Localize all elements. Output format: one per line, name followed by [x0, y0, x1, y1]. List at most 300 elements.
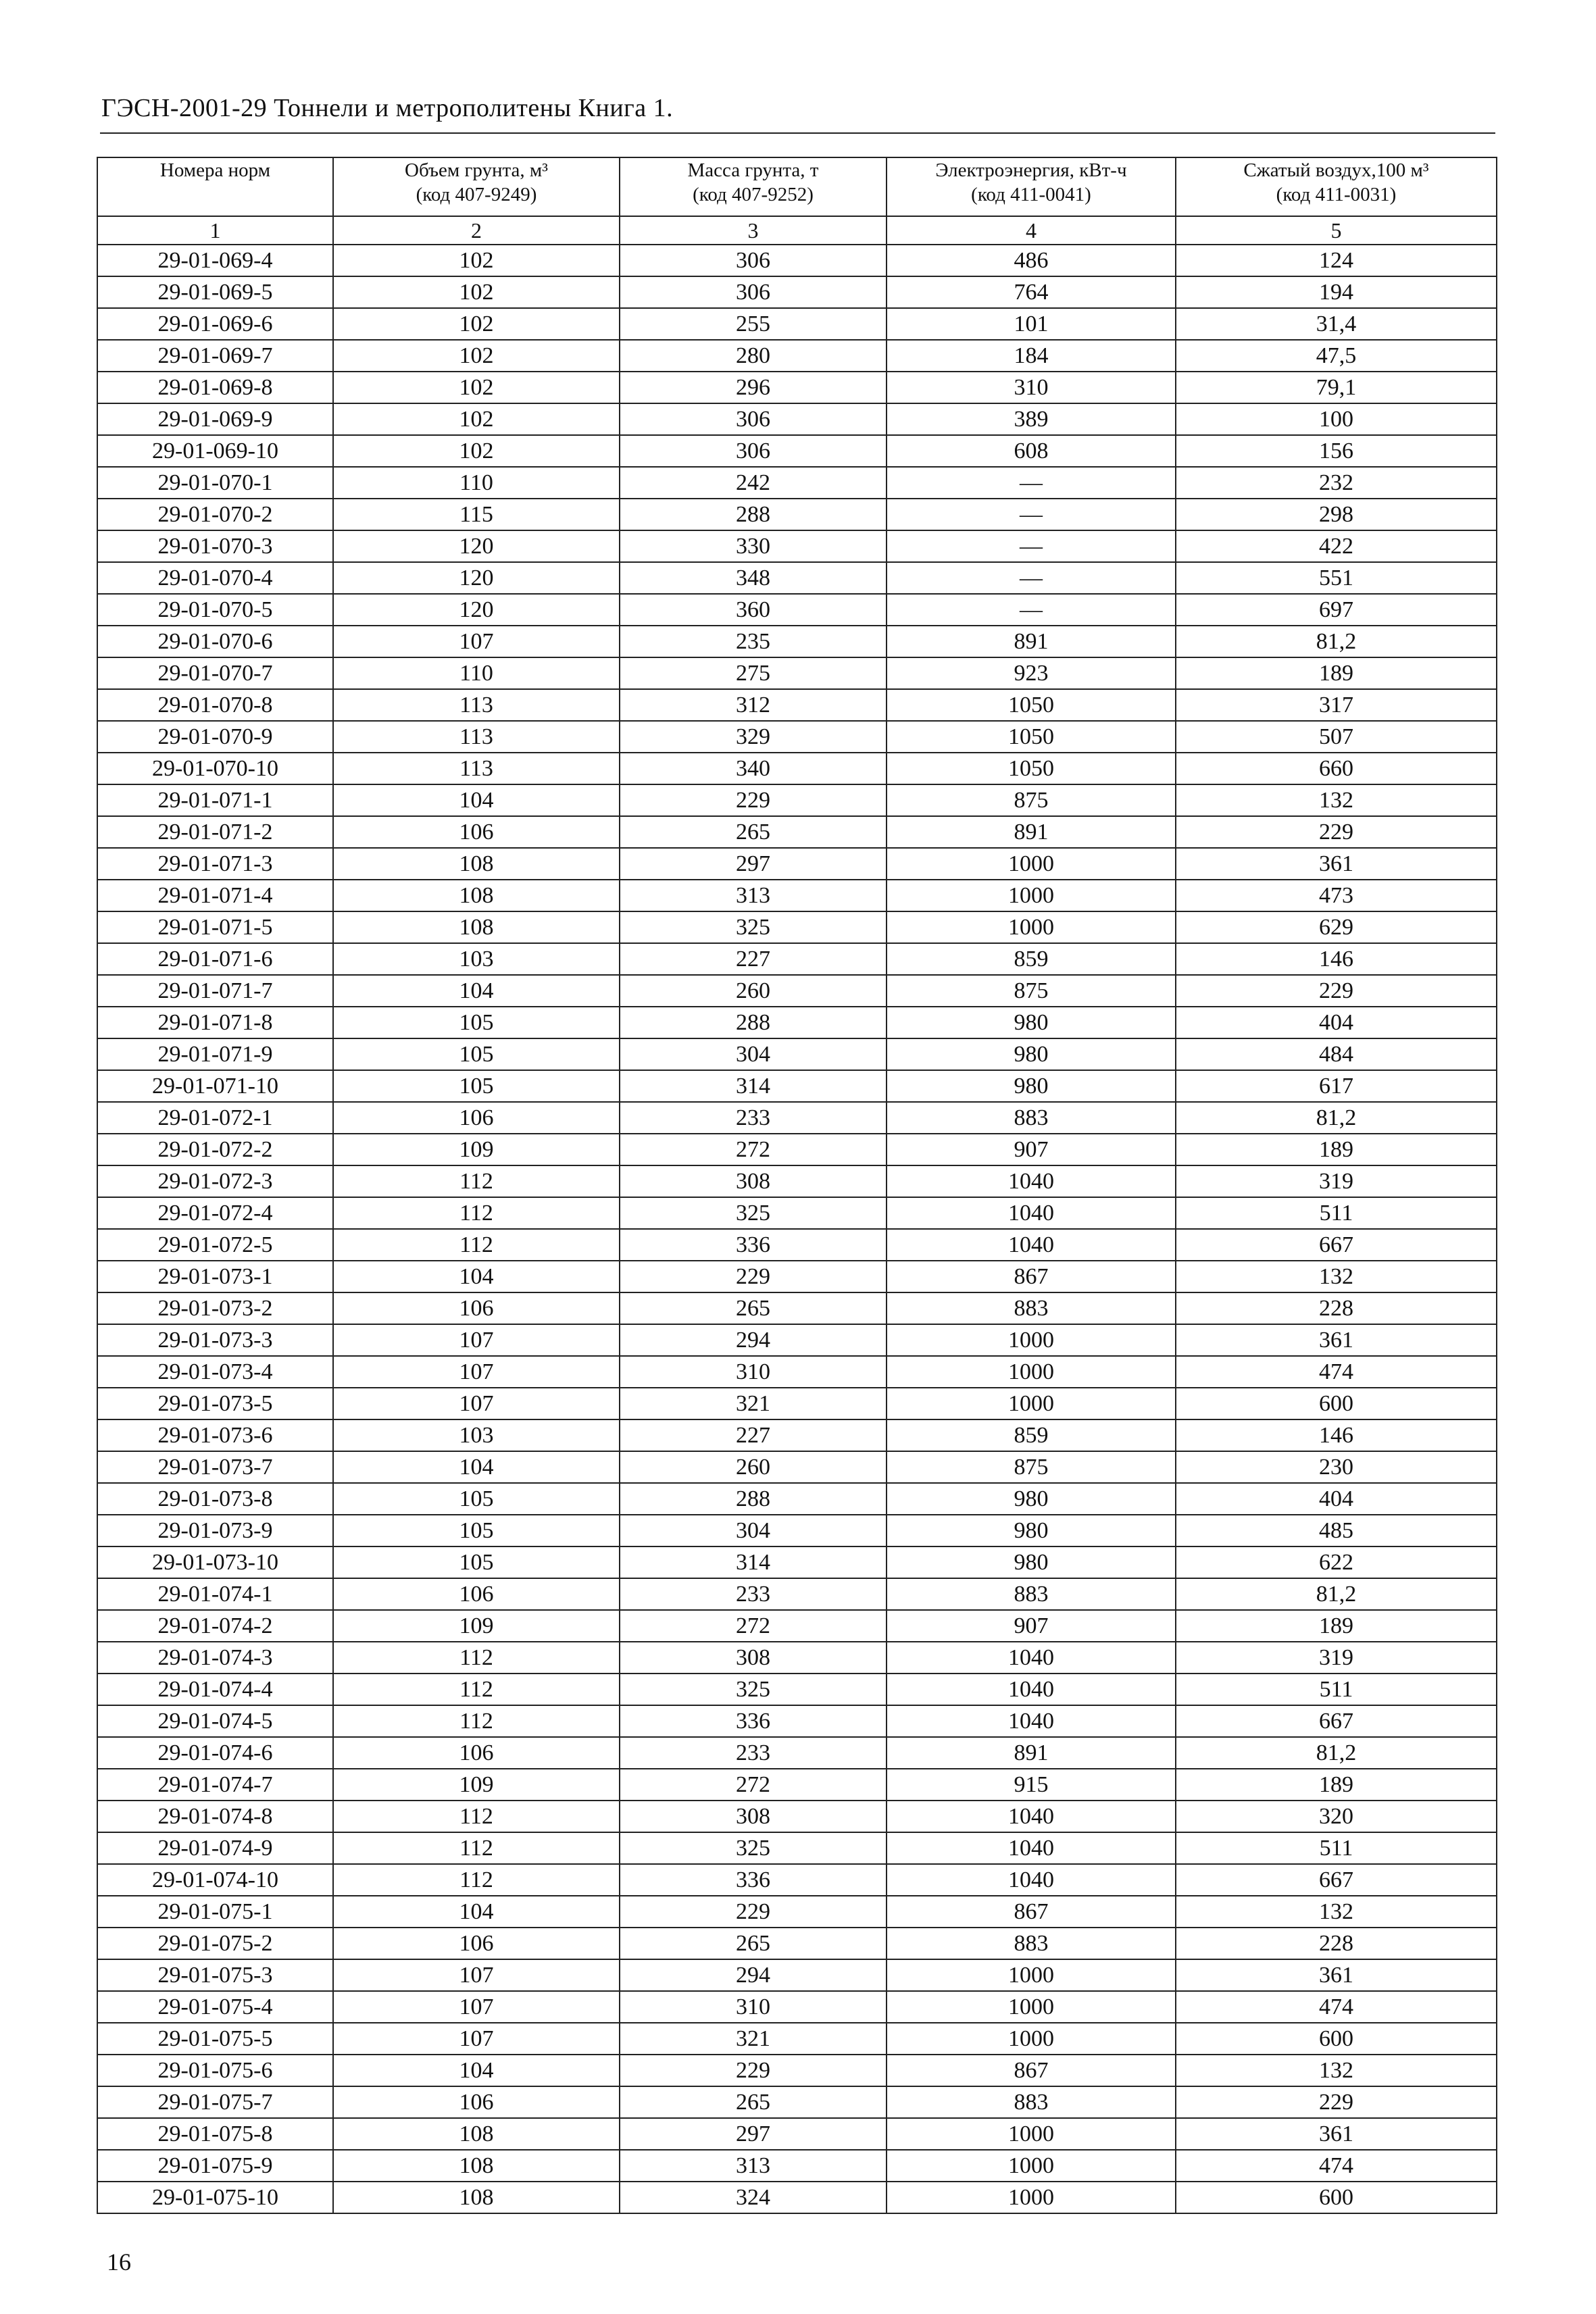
- norm-number-cell: 29-01-073-9: [97, 1515, 333, 1546]
- soil-volume-cell: 113: [333, 689, 620, 721]
- compressed-air-cell: 484: [1176, 1038, 1497, 1070]
- soil-mass-cell: 233: [620, 1102, 887, 1134]
- norm-number-cell: 29-01-072-2: [97, 1134, 333, 1165]
- norm-number-cell: 29-01-075-4: [97, 1991, 333, 2023]
- compressed-air-cell: 146: [1176, 943, 1497, 975]
- table-row: [97, 1419, 1497, 1451]
- soil-mass-cell: 321: [620, 2023, 887, 2055]
- soil-volume-cell: 108: [333, 2182, 620, 2213]
- compressed-air-cell: 81,2: [1176, 626, 1497, 657]
- soil-mass-cell: 325: [620, 1197, 887, 1229]
- electricity-cell: 1040: [887, 1705, 1176, 1737]
- norm-number-cell: 29-01-071-8: [97, 1007, 333, 1038]
- compressed-air-cell: 422: [1176, 530, 1497, 562]
- compressed-air-cell: 81,2: [1176, 1578, 1497, 1610]
- table-row: [97, 340, 1497, 372]
- compressed-air-cell: 320: [1176, 1801, 1497, 1832]
- electricity-cell: 980: [887, 1038, 1176, 1070]
- soil-volume-cell: 104: [333, 1451, 620, 1483]
- soil-volume-cell: 104: [333, 1261, 620, 1292]
- soil-mass-cell: 325: [620, 911, 887, 943]
- soil-volume-cell: 107: [333, 1388, 620, 1419]
- norm-number-cell: 29-01-074-5: [97, 1705, 333, 1737]
- compressed-air-cell: 617: [1176, 1070, 1497, 1102]
- compressed-air-cell: 132: [1176, 1261, 1497, 1292]
- compressed-air-cell: 511: [1176, 1832, 1497, 1864]
- norm-number-cell: 29-01-071-4: [97, 880, 333, 911]
- soil-mass-cell: 306: [620, 276, 887, 308]
- table-row: [97, 1261, 1497, 1292]
- norm-number-cell: 29-01-075-3: [97, 1959, 333, 1991]
- compressed-air-cell: 697: [1176, 594, 1497, 626]
- soil-mass-cell: 272: [620, 1769, 887, 1801]
- electricity-cell: 486: [887, 245, 1176, 276]
- soil-mass-cell: 297: [620, 2118, 887, 2150]
- table-row: [97, 530, 1497, 562]
- compressed-air-cell: 511: [1176, 1197, 1497, 1229]
- norm-number-cell: 29-01-070-10: [97, 753, 333, 784]
- compressed-air-cell: 474: [1176, 2150, 1497, 2182]
- electricity-cell: 867: [887, 2055, 1176, 2086]
- table-row: [97, 1642, 1497, 1674]
- table-row: [97, 562, 1497, 594]
- soil-volume-cell: 105: [333, 1070, 620, 1102]
- norm-number-cell: 29-01-073-10: [97, 1546, 333, 1578]
- table-row: [97, 1578, 1497, 1610]
- norm-number-cell: 29-01-073-3: [97, 1324, 333, 1356]
- soil-mass-cell: 306: [620, 245, 887, 276]
- running-title: ГЭСН-2001-29 Тоннели и метрополитены Книга 1.: [101, 94, 674, 122]
- compressed-air-cell: 230: [1176, 1451, 1497, 1483]
- soil-volume-cell: 105: [333, 1515, 620, 1546]
- header-norm-numbers: [97, 157, 333, 216]
- norm-number-cell: 29-01-070-2: [97, 499, 333, 530]
- table-row: [97, 753, 1497, 784]
- table-row: [97, 435, 1497, 467]
- electricity-cell: 764: [887, 276, 1176, 308]
- soil-volume-cell: 112: [333, 1674, 620, 1705]
- norm-number-cell: 29-01-075-7: [97, 2086, 333, 2118]
- norm-number-cell: 29-01-069-6: [97, 308, 333, 340]
- soil-mass-cell: 330: [620, 530, 887, 562]
- column-number-row: [97, 216, 1497, 245]
- soil-mass-cell: 308: [620, 1165, 887, 1197]
- soil-volume-cell: 107: [333, 2023, 620, 2055]
- compressed-air-cell: 31,4: [1176, 308, 1497, 340]
- compressed-air-cell: 146: [1176, 1419, 1497, 1451]
- compressed-air-cell: 229: [1176, 816, 1497, 848]
- soil-volume-cell: 107: [333, 1324, 620, 1356]
- soil-volume-cell: 105: [333, 1007, 620, 1038]
- electricity-cell: 1040: [887, 1864, 1176, 1896]
- norm-number-cell: 29-01-073-2: [97, 1292, 333, 1324]
- soil-mass-cell: 310: [620, 1356, 887, 1388]
- soil-mass-cell: 325: [620, 1832, 887, 1864]
- compressed-air-cell: 132: [1176, 2055, 1497, 2086]
- electricity-cell: 891: [887, 1737, 1176, 1769]
- page-number: 16: [107, 2248, 131, 2275]
- table-row: [97, 784, 1497, 816]
- soil-volume-cell: 105: [333, 1038, 620, 1070]
- compressed-air-cell: 194: [1176, 276, 1497, 308]
- compressed-air-cell: 474: [1176, 1356, 1497, 1388]
- column-number: 4: [887, 216, 1176, 245]
- electricity-cell: 1000: [887, 911, 1176, 943]
- soil-volume-cell: 102: [333, 435, 620, 467]
- header-soil-volume: [333, 157, 620, 216]
- norm-number-cell: 29-01-071-3: [97, 848, 333, 880]
- table-row: [97, 1546, 1497, 1578]
- soil-volume-cell: 109: [333, 1610, 620, 1642]
- electricity-cell: 980: [887, 1546, 1176, 1578]
- electricity-cell: 1000: [887, 1356, 1176, 1388]
- electricity-cell: 883: [887, 2086, 1176, 2118]
- header-electricity: [887, 157, 1176, 216]
- header-soil-mass: [620, 157, 887, 216]
- norm-number-cell: 29-01-069-8: [97, 372, 333, 403]
- soil-volume-cell: 110: [333, 657, 620, 689]
- norm-number-cell: 29-01-069-4: [97, 245, 333, 276]
- electricity-cell: 1000: [887, 2118, 1176, 2150]
- norm-number-cell: 29-01-074-10: [97, 1864, 333, 1896]
- soil-mass-cell: 321: [620, 1388, 887, 1419]
- table-header-row: [97, 157, 1497, 216]
- electricity-cell: 1050: [887, 721, 1176, 753]
- compressed-air-cell: 600: [1176, 2182, 1497, 2213]
- electricity-cell: 980: [887, 1483, 1176, 1515]
- electricity-cell: 980: [887, 1007, 1176, 1038]
- compressed-air-cell: 189: [1176, 657, 1497, 689]
- norm-number-cell: 29-01-074-8: [97, 1801, 333, 1832]
- table-row: [97, 1388, 1497, 1419]
- header-compressed-air: [1176, 157, 1497, 216]
- soil-mass-cell: 288: [620, 1007, 887, 1038]
- electricity-cell: 184: [887, 340, 1176, 372]
- soil-volume-cell: 120: [333, 562, 620, 594]
- soil-volume-cell: 107: [333, 1356, 620, 1388]
- soil-mass-cell: 336: [620, 1229, 887, 1261]
- electricity-cell: —: [887, 562, 1176, 594]
- compressed-air-cell: 361: [1176, 848, 1497, 880]
- norm-number-cell: 29-01-073-6: [97, 1419, 333, 1451]
- electricity-cell: 859: [887, 943, 1176, 975]
- table-row: [97, 2150, 1497, 2182]
- compressed-air-cell: 229: [1176, 975, 1497, 1007]
- soil-mass-cell: 306: [620, 435, 887, 467]
- soil-mass-cell: 272: [620, 1610, 887, 1642]
- norm-number-cell: 29-01-070-7: [97, 657, 333, 689]
- soil-mass-cell: 288: [620, 1483, 887, 1515]
- soil-mass-cell: 312: [620, 689, 887, 721]
- electricity-cell: 891: [887, 626, 1176, 657]
- soil-volume-cell: 112: [333, 1801, 620, 1832]
- compressed-air-cell: 629: [1176, 911, 1497, 943]
- compressed-air-cell: 622: [1176, 1546, 1497, 1578]
- table-body: [97, 245, 1497, 2213]
- soil-volume-cell: 113: [333, 753, 620, 784]
- soil-mass-cell: 313: [620, 880, 887, 911]
- soil-volume-cell: 106: [333, 1102, 620, 1134]
- norm-number-cell: 29-01-075-6: [97, 2055, 333, 2086]
- electricity-cell: 875: [887, 784, 1176, 816]
- soil-volume-cell: 110: [333, 467, 620, 499]
- header-line: Номера норм: [159, 159, 271, 181]
- column-number: 2: [333, 216, 620, 245]
- compressed-air-cell: 228: [1176, 1292, 1497, 1324]
- norm-number-cell: 29-01-075-2: [97, 1928, 333, 1959]
- table-row: [97, 467, 1497, 499]
- compressed-air-cell: 600: [1176, 2023, 1497, 2055]
- column-number: 3: [620, 216, 887, 245]
- norm-number-cell: 29-01-072-5: [97, 1229, 333, 1261]
- soil-mass-cell: 304: [620, 1038, 887, 1070]
- electricity-cell: 1040: [887, 1165, 1176, 1197]
- soil-volume-cell: 112: [333, 1832, 620, 1864]
- soil-volume-cell: 102: [333, 245, 620, 276]
- column-number: 1: [97, 216, 333, 245]
- soil-volume-cell: 112: [333, 1197, 620, 1229]
- electricity-cell: 1000: [887, 880, 1176, 911]
- norm-number-cell: 29-01-072-4: [97, 1197, 333, 1229]
- soil-mass-cell: 275: [620, 657, 887, 689]
- table-row: [97, 2182, 1497, 2213]
- norm-number-cell: 29-01-075-1: [97, 1896, 333, 1928]
- soil-volume-cell: 102: [333, 340, 620, 372]
- norm-number-cell: 29-01-071-2: [97, 816, 333, 848]
- soil-mass-cell: 325: [620, 1674, 887, 1705]
- header-line: Объем грунта, м³: [405, 159, 548, 181]
- norm-number-cell: 29-01-074-7: [97, 1769, 333, 1801]
- compressed-air-cell: 79,1: [1176, 372, 1497, 403]
- soil-mass-cell: 227: [620, 943, 887, 975]
- electricity-cell: 1000: [887, 2150, 1176, 2182]
- soil-volume-cell: 112: [333, 1165, 620, 1197]
- electricity-cell: —: [887, 467, 1176, 499]
- table-row: [97, 1483, 1497, 1515]
- norm-number-cell: 29-01-075-9: [97, 2150, 333, 2182]
- soil-mass-cell: 233: [620, 1737, 887, 1769]
- norm-number-cell: 29-01-071-5: [97, 911, 333, 943]
- soil-mass-cell: 265: [620, 1292, 887, 1324]
- table-row: [97, 594, 1497, 626]
- compressed-air-cell: 124: [1176, 245, 1497, 276]
- table-row: [97, 1038, 1497, 1070]
- table-row: [97, 911, 1497, 943]
- norms-resources-table: [97, 157, 1497, 2214]
- compressed-air-cell: 189: [1176, 1610, 1497, 1642]
- soil-volume-cell: 107: [333, 1959, 620, 1991]
- norm-number-cell: 29-01-072-3: [97, 1165, 333, 1197]
- compressed-air-cell: 404: [1176, 1007, 1497, 1038]
- electricity-cell: 907: [887, 1134, 1176, 1165]
- table-row: [97, 816, 1497, 848]
- compressed-air-cell: 404: [1176, 1483, 1497, 1515]
- table-row: [97, 245, 1497, 276]
- table-row: [97, 1102, 1497, 1134]
- soil-volume-cell: 106: [333, 816, 620, 848]
- soil-mass-cell: 310: [620, 1991, 887, 2023]
- soil-volume-cell: 108: [333, 2118, 620, 2150]
- header-line: (код 411-0031): [1276, 184, 1397, 205]
- electricity-cell: 883: [887, 1928, 1176, 1959]
- soil-mass-cell: 288: [620, 499, 887, 530]
- soil-mass-cell: 313: [620, 2150, 887, 2182]
- norm-number-cell: 29-01-070-5: [97, 594, 333, 626]
- norm-number-cell: 29-01-075-5: [97, 2023, 333, 2055]
- compressed-air-cell: 298: [1176, 499, 1497, 530]
- soil-mass-cell: 229: [620, 1261, 887, 1292]
- soil-mass-cell: 340: [620, 753, 887, 784]
- compressed-air-cell: 511: [1176, 1674, 1497, 1705]
- table-row: [97, 1769, 1497, 1801]
- soil-volume-cell: 108: [333, 848, 620, 880]
- soil-mass-cell: 296: [620, 372, 887, 403]
- soil-volume-cell: 112: [333, 1705, 620, 1737]
- electricity-cell: 1000: [887, 1959, 1176, 1991]
- electricity-cell: 1040: [887, 1197, 1176, 1229]
- norm-number-cell: 29-01-073-8: [97, 1483, 333, 1515]
- header-line: (код 407-9252): [693, 184, 814, 205]
- soil-volume-cell: 112: [333, 1642, 620, 1674]
- norm-number-cell: 29-01-074-1: [97, 1578, 333, 1610]
- electricity-cell: 1000: [887, 1388, 1176, 1419]
- soil-mass-cell: 304: [620, 1515, 887, 1546]
- soil-mass-cell: 306: [620, 403, 887, 435]
- table-row: [97, 1896, 1497, 1928]
- soil-mass-cell: 242: [620, 467, 887, 499]
- norm-number-cell: 29-01-070-1: [97, 467, 333, 499]
- norm-number-cell: 29-01-073-7: [97, 1451, 333, 1483]
- table-row: [97, 1515, 1497, 1546]
- soil-volume-cell: 106: [333, 1737, 620, 1769]
- norm-number-cell: 29-01-072-1: [97, 1102, 333, 1134]
- electricity-cell: 1000: [887, 1324, 1176, 1356]
- norm-number-cell: 29-01-070-6: [97, 626, 333, 657]
- table-row: [97, 975, 1497, 1007]
- table-row: [97, 1928, 1497, 1959]
- soil-volume-cell: 108: [333, 911, 620, 943]
- electricity-cell: 1040: [887, 1674, 1176, 1705]
- compressed-air-cell: 361: [1176, 1959, 1497, 1991]
- table-row: [97, 1070, 1497, 1102]
- norm-number-cell: 29-01-070-3: [97, 530, 333, 562]
- soil-mass-cell: 229: [620, 1896, 887, 1928]
- norm-number-cell: 29-01-074-4: [97, 1674, 333, 1705]
- electricity-cell: 891: [887, 816, 1176, 848]
- electricity-cell: 883: [887, 1292, 1176, 1324]
- soil-mass-cell: 329: [620, 721, 887, 753]
- table-row: [97, 689, 1497, 721]
- table-row: [97, 1991, 1497, 2023]
- soil-volume-cell: 104: [333, 784, 620, 816]
- electricity-cell: 867: [887, 1896, 1176, 1928]
- compressed-air-cell: 81,2: [1176, 1102, 1497, 1134]
- electricity-cell: 1040: [887, 1832, 1176, 1864]
- compressed-air-cell: 189: [1176, 1134, 1497, 1165]
- electricity-cell: 1000: [887, 2023, 1176, 2055]
- norm-number-cell: 29-01-074-3: [97, 1642, 333, 1674]
- table-row: [97, 1007, 1497, 1038]
- soil-mass-cell: 308: [620, 1801, 887, 1832]
- compressed-air-cell: 551: [1176, 562, 1497, 594]
- electricity-cell: 883: [887, 1578, 1176, 1610]
- norm-number-cell: 29-01-071-9: [97, 1038, 333, 1070]
- soil-mass-cell: 255: [620, 308, 887, 340]
- table-row: [97, 403, 1497, 435]
- compressed-air-cell: 100: [1176, 403, 1497, 435]
- table-row: [97, 1610, 1497, 1642]
- header-line: Электроэнергия, кВт-ч: [935, 159, 1127, 181]
- header-line: Сжатый воздух,100 м³: [1243, 159, 1429, 181]
- column-number: 5: [1176, 216, 1497, 245]
- electricity-cell: —: [887, 594, 1176, 626]
- electricity-cell: 867: [887, 1261, 1176, 1292]
- table-row: [97, 1737, 1497, 1769]
- table-row: [97, 1451, 1497, 1483]
- table-row: [97, 1324, 1497, 1356]
- compressed-air-cell: 319: [1176, 1165, 1497, 1197]
- soil-mass-cell: 336: [620, 1864, 887, 1896]
- compressed-air-cell: 600: [1176, 1388, 1497, 1419]
- soil-mass-cell: 280: [620, 340, 887, 372]
- soil-mass-cell: 229: [620, 2055, 887, 2086]
- compressed-air-cell: 228: [1176, 1928, 1497, 1959]
- soil-volume-cell: 106: [333, 2086, 620, 2118]
- soil-mass-cell: 227: [620, 1419, 887, 1451]
- compressed-air-cell: 229: [1176, 2086, 1497, 2118]
- compressed-air-cell: 132: [1176, 784, 1497, 816]
- soil-volume-cell: 108: [333, 880, 620, 911]
- soil-volume-cell: 104: [333, 1896, 620, 1928]
- norm-number-cell: 29-01-071-6: [97, 943, 333, 975]
- soil-volume-cell: 102: [333, 403, 620, 435]
- table-row: [97, 499, 1497, 530]
- compressed-air-cell: 132: [1176, 1896, 1497, 1928]
- table-row: [97, 1292, 1497, 1324]
- compressed-air-cell: 317: [1176, 689, 1497, 721]
- soil-volume-cell: 105: [333, 1483, 620, 1515]
- soil-volume-cell: 102: [333, 308, 620, 340]
- soil-mass-cell: 314: [620, 1546, 887, 1578]
- compressed-air-cell: 361: [1176, 2118, 1497, 2150]
- soil-volume-cell: 108: [333, 2150, 620, 2182]
- header-line: (код 407-9249): [416, 184, 537, 205]
- soil-volume-cell: 113: [333, 721, 620, 753]
- soil-mass-cell: 348: [620, 562, 887, 594]
- electricity-cell: 980: [887, 1515, 1176, 1546]
- table-row: [97, 1959, 1497, 1991]
- soil-volume-cell: 107: [333, 1991, 620, 2023]
- table-row: [97, 626, 1497, 657]
- soil-volume-cell: 106: [333, 1928, 620, 1959]
- electricity-cell: 875: [887, 1451, 1176, 1483]
- norm-number-cell: 29-01-074-9: [97, 1832, 333, 1864]
- electricity-cell: 608: [887, 435, 1176, 467]
- electricity-cell: 915: [887, 1769, 1176, 1801]
- norm-number-cell: 29-01-074-2: [97, 1610, 333, 1642]
- compressed-air-cell: 189: [1176, 1769, 1497, 1801]
- norm-number-cell: 29-01-069-10: [97, 435, 333, 467]
- table-row: [97, 943, 1497, 975]
- norm-number-cell: 29-01-071-10: [97, 1070, 333, 1102]
- table-row: [97, 848, 1497, 880]
- soil-volume-cell: 106: [333, 1578, 620, 1610]
- soil-mass-cell: 294: [620, 1959, 887, 1991]
- table-row: [97, 721, 1497, 753]
- table-row: [97, 1165, 1497, 1197]
- norm-number-cell: 29-01-070-8: [97, 689, 333, 721]
- soil-mass-cell: 233: [620, 1578, 887, 1610]
